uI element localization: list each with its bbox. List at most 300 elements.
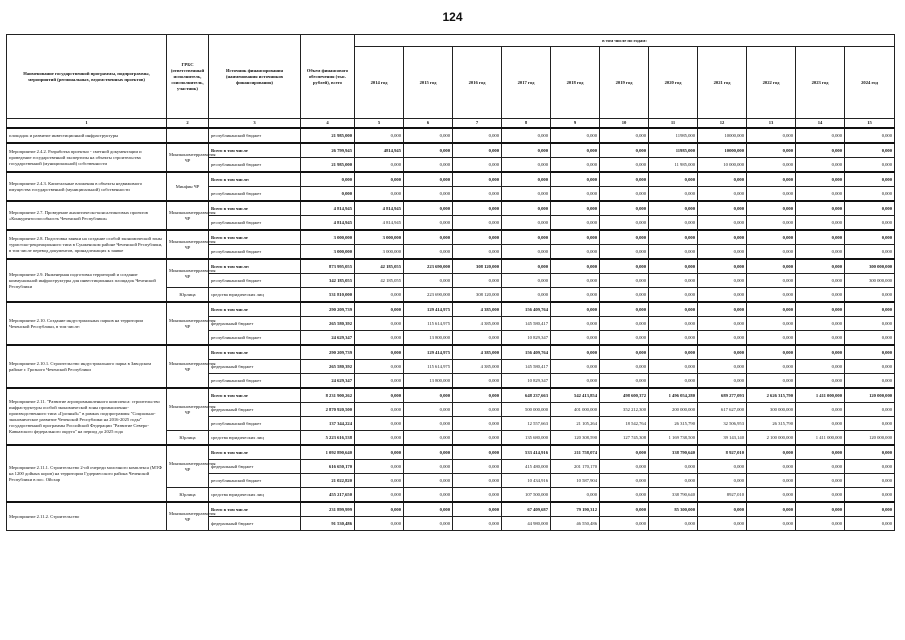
year-amount: 0,000 [845,331,895,346]
measure-name: Мероприятие 2.10. Создание индустриальных парков на территории Чеченской Республики, в том числе: [7,302,167,345]
year-amount: 0,000 [600,128,649,143]
year-amount: 2 626 315,790 [747,388,796,403]
year-amount: 115 614,975 [404,360,453,374]
year-amount: 0,000 [600,317,649,331]
year-amount: 0,000 [404,445,453,460]
year-amount: 0,000 [551,172,600,187]
column-index: 13 [747,119,796,129]
year-amount: 0,000 [404,502,453,517]
year-amount: 26 315,790 [649,417,698,431]
year-amount: 0,000 [845,128,895,143]
year-amount: 542 413,854 [551,388,600,403]
year-amount: 0,000 [698,331,747,346]
table-row [7,143,895,158]
year-amount: 300 000,000 [845,259,895,274]
funding-source: средства юридических лиц [209,488,301,503]
year-amount: 0,000 [355,474,404,488]
year-amount: 0,000 [600,445,649,460]
executor-cell: Минэкономтерразвития ЧР [167,345,209,388]
year-amount: 500 000,000 [502,403,551,417]
year-amount: 4 385,000 [453,345,502,360]
year-amount: 10 587,904 [551,474,600,488]
year-amount: 26 315,790 [747,417,796,431]
year-amount: 0,000 [796,317,845,331]
year-amount: 0,000 [453,417,502,431]
column-index: 5 [355,119,404,129]
year-amount: 0,000 [355,187,404,202]
year-amount: 145 580,417 [502,360,551,374]
header-year: 2015 год [404,47,453,119]
funding-source: Всего в том числе [209,445,301,460]
year-amount: 0,000 [649,201,698,216]
year-amount: 0,000 [698,317,747,331]
total-amount: 21 022,820 [301,474,355,488]
year-amount: 67 409,687 [502,502,551,517]
year-amount: 107 500,000 [502,488,551,503]
total-amount: 265 580,392 [301,360,355,374]
executor-cell: Минэкономтерразвития ЧР [167,230,209,259]
column-index: 12 [698,119,747,129]
year-amount: 352 212,300 [600,403,649,417]
year-amount: 0,000 [649,317,698,331]
year-amount: 0,000 [453,431,502,446]
year-amount: 0,000 [796,488,845,503]
funding-source: республиканский бюджет [209,187,301,202]
year-amount: 12 557,663 [502,417,551,431]
year-amount: 0,000 [355,403,404,417]
table-row [7,388,895,403]
year-amount: 0,000 [453,517,502,531]
year-amount: 0,000 [502,187,551,202]
funding-source: Всего в том числе [209,502,301,517]
year-amount: 0,000 [845,360,895,374]
year-amount: 0,000 [747,128,796,143]
year-amount: 0,000 [502,274,551,288]
year-amount: 0,000 [600,187,649,202]
year-amount: 4 385,000 [453,360,502,374]
year-amount: 0,000 [502,201,551,216]
executor-cell: Юрлица [167,288,209,303]
year-amount: 0,000 [796,172,845,187]
year-amount: 10 000,000 [698,158,747,173]
year-amount: 0,000 [502,158,551,173]
year-amount: 0,000 [698,230,747,245]
total-amount: 26 799,945 [301,143,355,158]
year-amount: 0,000 [796,403,845,417]
year-amount: 0,000 [845,143,895,158]
year-amount: 0,000 [747,502,796,517]
funding-source: Всего в том числе: [209,172,301,187]
executor-cell: Минэкономтерразвития ЧР [167,302,209,345]
year-amount: 0,000 [747,345,796,360]
year-amount: 0,000 [649,517,698,531]
year-amount: 2 100 000,000 [747,431,796,446]
year-amount: 0,000 [404,128,453,143]
year-amount: 0,000 [355,317,404,331]
year-amount: 0,000 [698,460,747,474]
year-amount: 0,000 [698,187,747,202]
year-amount: 0,000 [551,143,600,158]
year-amount: 11 985,000 [649,158,698,173]
header-year: 2016 год [453,47,502,119]
year-amount: 0,000 [404,517,453,531]
executor-cell: Минэкономтерразвития ЧР [167,502,209,531]
year-amount: 0,000 [404,201,453,216]
year-amount: 0,000 [796,259,845,274]
year-amount: 0,000 [453,274,502,288]
year-amount: 0,000 [404,245,453,260]
year-amount: 0,000 [796,201,845,216]
year-amount: 0,000 [551,245,600,260]
column-index: 11 [649,119,698,129]
funding-source: федеральный бюджет [209,317,301,331]
year-amount: 0,000 [649,230,698,245]
year-amount: 0,000 [698,360,747,374]
year-amount: 0,000 [551,345,600,360]
year-amount: 308 120,000 [453,259,502,274]
total-amount: 91 530,486 [301,517,355,531]
year-amount: 0,000 [747,302,796,317]
year-amount: 0,000 [796,143,845,158]
year-amount: 0,000 [845,201,895,216]
header-index-row [7,119,895,129]
year-amount: 0,000 [355,460,404,474]
total-amount: 290 209,739 [301,302,355,317]
total-amount: 531 810,000 [301,288,355,303]
year-amount: 0,000 [796,302,845,317]
year-amount: 0,000 [600,288,649,303]
year-amount: 0,000 [355,445,404,460]
year-amount: 0,000 [600,158,649,173]
column-index: 10 [600,119,649,129]
table-row [7,201,895,216]
year-amount: 0,000 [796,158,845,173]
year-amount: 21 105,264 [551,417,600,431]
year-amount: 0,000 [355,158,404,173]
year-amount: 0,000 [649,302,698,317]
year-amount: 120 308,590 [551,431,600,446]
funding-source: Всего в том числе [209,302,301,317]
year-amount: 0,000 [845,317,895,331]
year-amount: 0,000 [453,460,502,474]
total-amount: 616 650,170 [301,460,355,474]
year-amount: 0,000 [796,502,845,517]
year-amount: 4 814,945 [355,201,404,216]
funding-source: федеральный бюджет [209,460,301,474]
table-row [7,502,895,517]
measure-name: Мероприятие 2.4.3. Капитальные вложения в объекты недвижимого имущества государственной (муниципальной) собственности [7,172,167,201]
year-amount: 0,000 [502,259,551,274]
header-year: 2019 год [600,47,649,119]
year-amount: 0,000 [551,331,600,346]
year-amount: 0,000 [845,374,895,389]
year-amount: 0,000 [845,230,895,245]
year-amount: 0,000 [698,216,747,231]
funding-source: республиканский бюджет [209,474,301,488]
funding-source: средства юридических лиц [209,288,301,303]
year-amount: 200 000,000 [649,403,698,417]
year-amount: 1 411 000,000 [796,431,845,446]
column-index: 7 [453,119,502,129]
year-amount: 0,000 [600,517,649,531]
year-amount: 0,000 [600,201,649,216]
executor-cell: Минэкономтерразвития ЧР [167,143,209,172]
year-amount: 0,000 [796,360,845,374]
year-amount: 8927,010 [698,488,747,503]
year-amount: 0,000 [502,288,551,303]
year-amount: 0,000 [453,388,502,403]
year-amount: 0,000 [600,302,649,317]
year-amount: 0,000 [453,403,502,417]
year-amount: 0,000 [845,517,895,531]
year-amount: 0,000 [747,517,796,531]
header-year: 2023 год [796,47,845,119]
funding-source: республиканский бюджет [209,158,301,173]
year-amount: 0,000 [747,317,796,331]
year-amount: 129 414,975 [404,345,453,360]
executor-cell: Юрлица [167,488,209,503]
funding-source: республиканский бюджет [209,417,301,431]
year-amount: 44 980,000 [502,517,551,531]
year-amount: 0,000 [453,488,502,503]
year-amount: 0,000 [453,201,502,216]
funding-source: Всего в том числе [209,201,301,216]
header-grbs: ГРБС (ответственный исполнитель, соисполнитель, участник) [167,35,209,119]
funding-source: Всего в том числе [209,345,301,360]
total-amount: 265 580,392 [301,317,355,331]
measure-name: Мероприятие 2.7. Проведение аналитическо-консалтинговых проектов «Конкурентоспособность Чеченской Республики» [7,201,167,230]
year-amount: 0,000 [551,374,600,389]
year-amount: 42 185,055 [355,274,404,288]
year-amount: 223 690,000 [404,288,453,303]
column-index: 2 [167,119,209,129]
funding-source: федеральный бюджет [209,517,301,531]
executor-cell: Минэкономтерразвития ЧР [167,259,209,288]
year-amount: 32 506,953 [698,417,747,431]
column-index: 9 [551,119,600,129]
column-index: 8 [502,119,551,129]
year-amount: 120 000,000 [845,431,895,446]
year-amount: 0,000 [600,216,649,231]
header-name: Наименование государственной программы, подпрограммы, мероприятий (региональных, ведомственных проектов) [7,35,167,119]
year-amount: 0,000 [747,230,796,245]
year-amount: 0,000 [355,331,404,346]
year-amount: 0,000 [600,460,649,474]
year-amount: 0,000 [551,302,600,317]
year-amount: 0,000 [355,502,404,517]
year-amount: 338 790,640 [649,445,698,460]
total-amount: 137 344,224 [301,417,355,431]
year-amount: 0,000 [502,245,551,260]
year-amount: 0,000 [698,302,747,317]
year-amount: 0,000 [551,288,600,303]
year-amount: 0,000 [355,417,404,431]
year-amount: 156 409,764 [502,302,551,317]
total-amount: 342 185,055 [301,274,355,288]
year-amount: 13 800,000 [404,374,453,389]
year-amount: 0,000 [502,172,551,187]
table-row [7,230,895,245]
year-amount: 129 414,975 [404,302,453,317]
year-amount: 0,000 [747,216,796,231]
year-amount: 0,000 [747,274,796,288]
header-volume: Объем финансового обеспечения (тыс. рублей), всего [301,35,355,119]
year-amount: 0,000 [453,474,502,488]
year-amount: 0,000 [453,245,502,260]
year-amount: 0,000 [355,431,404,446]
year-amount: 0,000 [747,474,796,488]
year-amount: 0,000 [355,374,404,389]
funding-source: Всего в том числе: [209,259,301,274]
year-amount: 0,000 [551,128,600,143]
measure-name: Мероприятие 2.8. Подготовка заявки на создание особой экономической зоны туристско-рекреационного типа в Сунженском районе Чеченской Республики, в том числе перевод документов, принадлежащих к заявке [7,230,167,259]
total-amount: 5 223 616,538 [301,431,355,446]
year-amount: 0,000 [502,216,551,231]
year-amount: 0,000 [747,259,796,274]
table-row [7,302,895,317]
total-amount: 290 209,739 [301,345,355,360]
year-amount: 0,000 [404,172,453,187]
year-amount: 0,000 [845,417,895,431]
year-amount: 0,000 [404,143,453,158]
column-index: 15 [845,119,895,129]
column-index: 6 [404,119,453,129]
year-amount: 4 385,000 [453,302,502,317]
year-amount: 0,000 [698,374,747,389]
year-amount: 79 190,312 [551,502,600,517]
year-amount: 0,000 [698,201,747,216]
year-amount: 0,000 [600,374,649,389]
total-amount: 4 814,945 [301,201,355,216]
header-year: 2017 год [502,47,551,119]
measure-name: Мероприятие 2.4.2. Разработка проектно - сметной документации и проведение государственной экспертизы на объекты строительства государственной (муниципальной) собственности [7,143,167,172]
year-amount: 0,000 [551,259,600,274]
funding-source: федеральный бюджет [209,403,301,417]
table-row [7,445,895,460]
year-amount: 0,000 [404,431,453,446]
total-amount: 3 000,000 [301,245,355,260]
year-amount: 0,000 [551,317,600,331]
year-amount: 0,000 [600,474,649,488]
year-amount: 0,000 [355,488,404,503]
year-amount: 300 000,000 [845,274,895,288]
year-amount: 46 550,486 [551,517,600,531]
executor-cell: Минэкономтерразвития ЧР [167,388,209,431]
header-year: 2021 год [698,47,747,119]
year-amount: 0,000 [453,445,502,460]
year-amount: 0,000 [649,460,698,474]
year-amount: 0,000 [551,488,600,503]
year-amount: 0,000 [551,274,600,288]
year-amount: 0,000 [600,331,649,346]
total-amount: 1 092 890,640 [301,445,355,460]
year-amount: 0,000 [845,474,895,488]
year-amount: 120 000,000 [845,388,895,403]
year-amount: 0,000 [600,274,649,288]
year-amount: 0,000 [796,445,845,460]
year-amount: 0,000 [649,216,698,231]
year-amount: 0,000 [747,360,796,374]
year-amount: 0,000 [355,345,404,360]
year-amount: 0,000 [453,374,502,389]
year-amount: 0,000 [453,128,502,143]
year-amount: 4814,945 [355,143,404,158]
table-row [7,128,895,143]
year-amount: 4 814,945 [355,216,404,231]
year-amount: 0,000 [845,460,895,474]
year-amount: 308 120,000 [453,288,502,303]
table-row [7,172,895,187]
executor-cell: Минэкономтерразвития ЧР [167,445,209,488]
year-amount: 0,000 [649,259,698,274]
header-year: 2020 год [649,47,698,119]
year-amount: 3 000,000 [355,245,404,260]
year-amount: 0,000 [796,474,845,488]
year-amount: 0,000 [698,274,747,288]
measure-name: Мероприятие 2.10.1. Строительство индустриального парка в Заводском районе г. Грозного Чеченской Республики [7,345,167,388]
year-amount: 0,000 [355,172,404,187]
year-amount: 617 627,000 [698,403,747,417]
year-amount: 0,000 [698,502,747,517]
year-amount: 10 829,347 [502,331,551,346]
year-amount: 0,000 [747,158,796,173]
year-amount: 0,000 [649,288,698,303]
total-amount: 455 217,650 [301,488,355,503]
year-amount: 0,000 [551,201,600,216]
total-amount: 24 629,347 [301,331,355,346]
year-amount: 0,000 [649,274,698,288]
year-amount: 0,000 [600,143,649,158]
year-amount: 0,000 [845,403,895,417]
year-amount: 0,000 [404,187,453,202]
header-by-year: в том числе по годам: [355,35,895,47]
year-amount: 0,000 [355,388,404,403]
page-number: 124 [442,10,463,24]
year-amount: 11985,000 [649,128,698,143]
header-year: 2014 год [355,47,404,119]
year-amount: 0,000 [502,128,551,143]
year-amount: 201 170,170 [551,460,600,474]
year-amount: 0,000 [355,360,404,374]
total-amount: 2 870 920,500 [301,403,355,417]
year-amount: 0,000 [551,360,600,374]
year-amount: 689 277,093 [698,388,747,403]
budget-table [6,34,895,531]
year-amount: 0,000 [698,517,747,531]
funding-source: Всего в том числе [209,388,301,403]
funding-source: средства юридических лиц [209,431,301,446]
year-amount: 0,000 [649,187,698,202]
year-amount: 0,000 [355,302,404,317]
year-amount: 0,000 [698,288,747,303]
year-amount: 0,000 [796,245,845,260]
year-amount: 0,000 [698,259,747,274]
total-amount: 3 000,000 [301,230,355,245]
year-amount: 0,000 [845,502,895,517]
year-amount: 0,000 [698,345,747,360]
year-amount: 415 480,000 [502,460,551,474]
measure-name: Мероприятие 2.11.2. Строительство [7,502,167,531]
year-amount: 0,000 [845,158,895,173]
year-amount: 115 614,975 [404,317,453,331]
table-row [7,259,895,274]
year-amount: 0,000 [796,331,845,346]
year-amount: 0,000 [796,460,845,474]
year-amount: 0,000 [453,502,502,517]
year-amount: 223 690,000 [404,259,453,274]
measure-name: Мероприятие 2.11.1. Строительство 2-ой очереди молочного комплекса (МТФ на 1200 дойных коров) на территории Гудермесского района Чеченской Республики в пос. Ойсхар [7,445,167,502]
year-amount: 0,000 [796,216,845,231]
